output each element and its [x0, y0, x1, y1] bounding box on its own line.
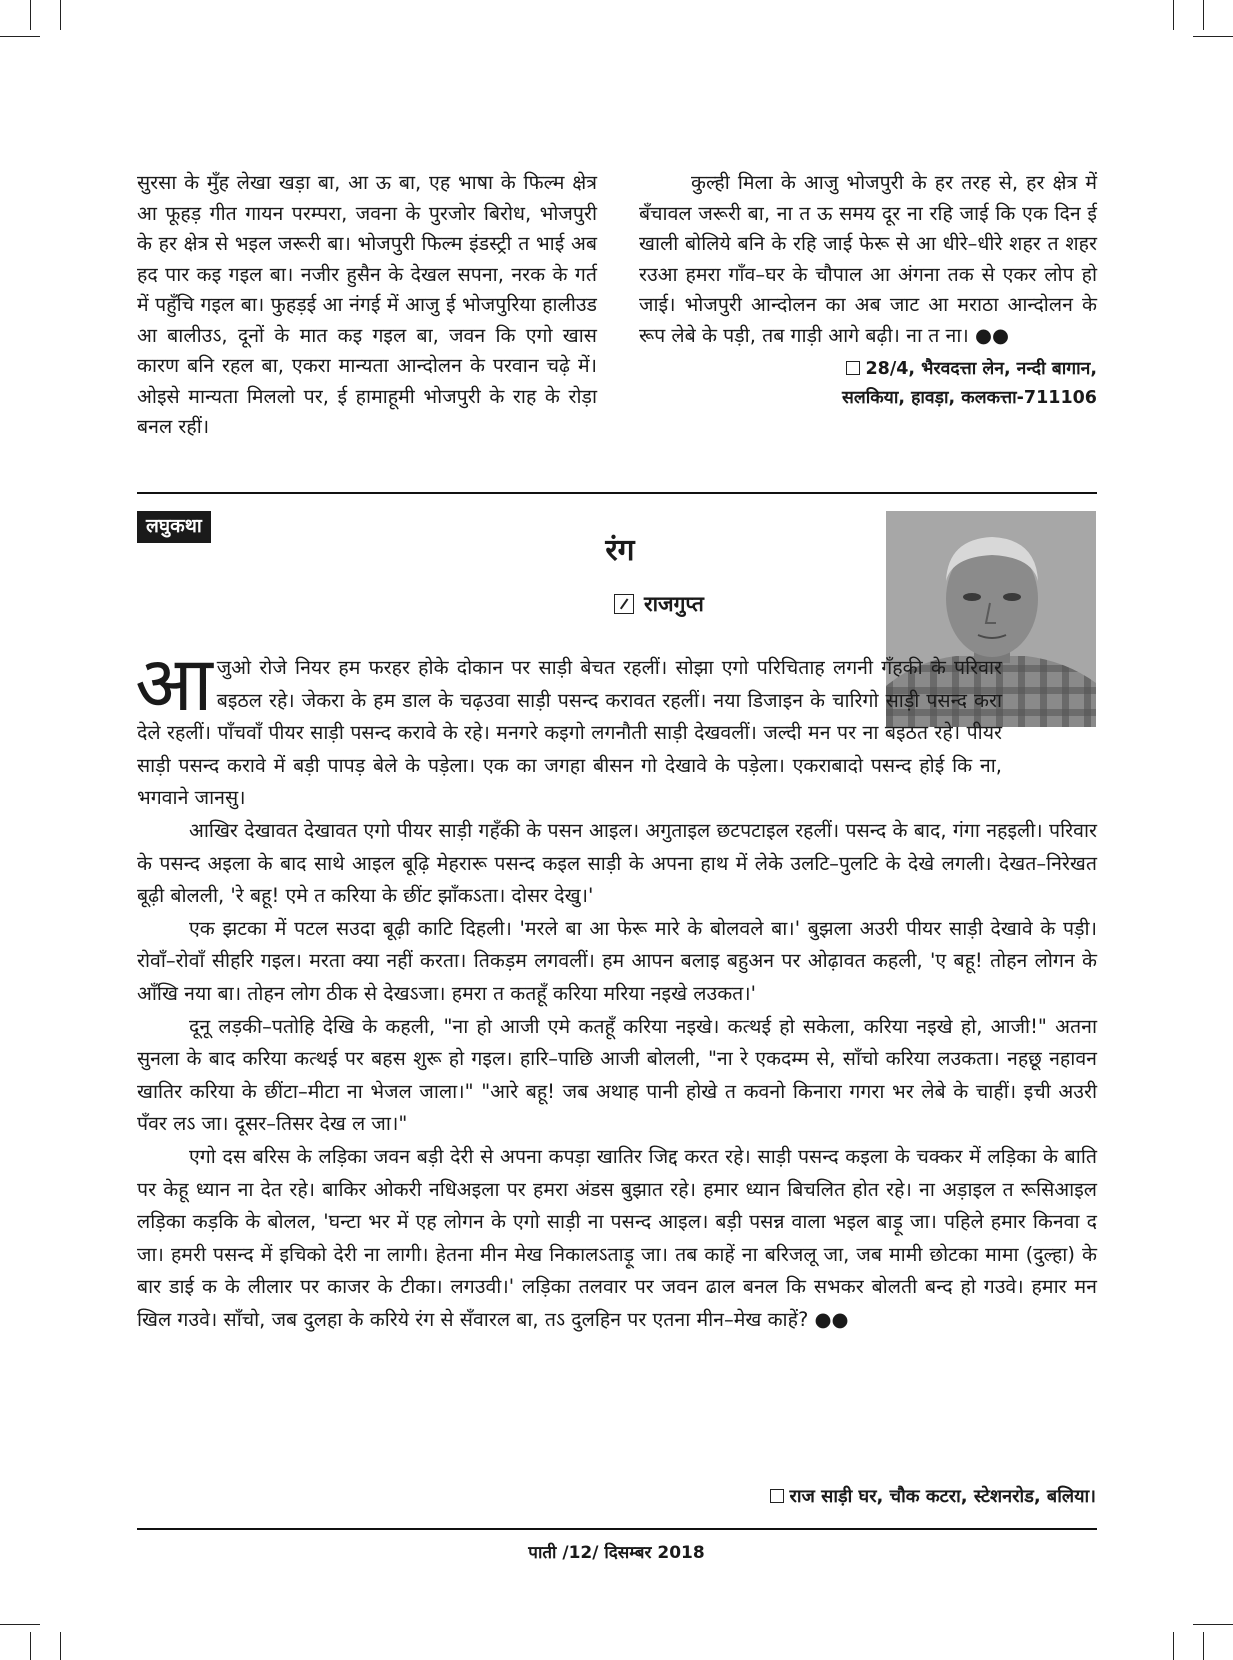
crop-mark [30, 1632, 31, 1660]
drop-cap: आ [135, 639, 213, 728]
crop-mark [1203, 0, 1204, 30]
crop-mark [1193, 36, 1233, 37]
address-text: राज साड़ी घर, चौक कटरा, स्टेशनरोड, बलिया। [789, 1486, 1096, 1507]
previous-article-right-column [639, 168, 1097, 413]
square-bullet-icon [770, 1489, 784, 1503]
photo-wrap-spacer [1002, 652, 1097, 783]
story-title: रंग [605, 533, 635, 568]
story-body [135, 639, 1097, 1336]
paragraph: एक झटका में पटल सउदा बूढ़ी काटि दिहली। 'मरले बा आ फेरू मारे के बोलवले बा।' बुझला अउरी पीयर साड़ी देखावे के पड़ी। रोवाँ–रोवाँ सीहरि गइल। मरता क्या नहीं करता। तिकड़म लगवलीं। हम आपन बलाइ बहुअन पर ओढ़ावत कहली, 'ए बहू! तोहन लोगन के आँखि नया बा। तोहन लोग ठीक से देखऽजा। हमरा त कतहूँ करिया मरिया नइखे लउकत।' [137, 916, 1097, 1005]
square-bullet-icon [846, 361, 860, 375]
author-address [639, 355, 1097, 413]
footer-divider [137, 1528, 1097, 1530]
crop-mark [0, 1624, 40, 1625]
crop-mark [1193, 1624, 1233, 1625]
section-label: लघुकथा [137, 511, 211, 543]
crop-mark [60, 0, 61, 30]
crop-mark [1203, 1632, 1204, 1660]
paragraph: कुल्ही मिला के आजु भोजपुरी के हर तरह से, हर क्षेत्र में बँचावल जरूरी बा, ना त ऊ समय दूर ना रहि जाई कि एक दिन ई खाली बोलिये बनि के रहि जाई फेरू से आ धीरे–धीरे शहर त शहर रउआ हमरा गाँव–घर के चौपाल आ अंगना तक से एकर लोप हो जाई। भोजपुरी आन्दोलन का अब जाट आ मराठा आन्दोलन के रूप लेबे के पड़ी, तब गाड़ी आगे बढ़ी। ना त ना। ●● [639, 171, 1097, 347]
paragraph-text: जुओ रोजे नियर हम फरहर होके दोकान पर साड़ी बेचत रहलीं। सोझा एगो परिचिताह लगनी गँहकी के परिवार बइठल रहे। जेकरा के हम डाल के चढ़उवा साड़ी पसन्द करावत रहलीं। नया डिजाइन के चारिगो साड़ी पसन्द करा देले रहलीं। पाँचवाँ पीयर साड़ी पसन्द करावे के रहे। मनगरे कइगो लगनौती साड़ी देखवलीं। जल्दी मन पर ना बइठत रहे। पीयर साड़ी पसन्द करावे में बड़ी पापड़ बेले के पड़ेला। एक का जगहा बीसन गो देखावे के पड़ेला। एकराबादो पसन्द होई कि ना, भगवाने जानसु। [137, 656, 1002, 810]
author-byline [614, 590, 704, 618]
page-footer: पाती /12/ दिसम्बर 2018 [528, 1543, 705, 1563]
author-address [770, 1484, 1096, 1508]
crop-mark [0, 36, 40, 37]
crop-mark [60, 1632, 61, 1660]
pen-icon [614, 594, 634, 614]
section-divider [137, 492, 1097, 494]
paragraph: एगो दस बरिस के लड़िका जवन बड़ी देरी से अपना कपड़ा खातिर जिद्द करत रहे। साड़ी पसन्द कइला के चक्कर में लड़िका के बाति पर केहू ध्यान ना देत रहे। बाकिर ओकरी नधिअइला पर हमरा अंडस बुझात रहे। हमार ध्यान बिचलित होत रहे। ना अड़ाइल त रूसिआइल लड़िका कड़कि के बोलल, 'घन्टा भर में एह लोगन के एगो साड़ी ना पसन्द आइल। बड़ी पसन्न वाला भइल बाड़ू जा। पहिले हमार किनवा द जा। हमरी पसन्द में इचिको देरी ना लागी। हेतना मीन मेख निकालऽताड़ू जा। तब काहें ना बरिजलू जा, जब मामी छोटका मामा (दुल्हा) के बार डाई क के लीलार पर काजर के टीका। लगउवी।' लड़िका तलवार पर जवन ढाल बनल कि सभकर बोलती बन्द हो गउवे। हमार मन खिल गउवे। साँचो, जब दुलहा के करिये रंग से सँवारल बा, तऽ दुलहिन पर एतना मीन–मेख काहें? ●● [137, 1144, 1097, 1331]
paragraph: दूनू लड़की–पतोहि देखि के कहली, "ना हो आजी एमे कतहूँ करिया नइखे। कत्थई हो सकेला, करिया नइखे हो, आजी!" अतना सुनला के बाद करिया कत्थई पर बहस शुरू हो गइल। हारि–पाछि आजी बोलली, "ना रे एकदम्म से, साँचो करिया लउकता। नहछू नहावन खातिर करिया के छींटा–मीटा ना भेजल जाला।" "आरे बहू! जब अथाह पानी होखे त कवनो किनारा गगरा भर लेबे के चाहीं। इची अउरी पँवर लऽ जा। दूसर–तिसर देख ल जा।" [137, 1014, 1097, 1136]
crop-mark [1173, 0, 1174, 30]
crop-mark [30, 0, 31, 30]
paragraph [135, 639, 1097, 815]
paragraph: सुरसा के मुँह लेखा खड़ा बा, आ ऊ बा, एह भाषा के फिल्म क्षेत्र आ फूहड़ गीत गायन परम्परा, जवना के पुरजोर बिरोध, भोजपुरी के हर क्षेत्र से भइल जरूरी बा। भोजपुरी फिल्म इंडस्ट्री त भाई अब हद पार कइ गइल बा। नजीर हुसैन के देखल सपना, नरक के गर्त में पहुँचि गइल बा। फुहड़ई आ नंगई में आजु ई भोजपुरिया हालीउड आ बालीउऽ, दूनों के मात कइ गइल बा, जवन कि एगो खास कारण बनि रहल बा, एकरा मान्यता आन्दोलन के परवान चढ़े में। ओइसे मान्यता मिललो पर, ई हामाहूमी भोजपुरी के राह के रोड़ा बनल रहीं। [137, 171, 597, 438]
previous-article-left-column [137, 168, 597, 443]
author-name: राजगुप्त [644, 592, 704, 616]
crop-mark [1173, 1632, 1174, 1660]
paragraph: आखिर देखावत देखावत एगो पीयर साड़ी गहँकी के पसन आइल। अगुताइल छटपटाइल रहलीं। पसन्द के बाद, गंगा नहइली। परिवार के पसन्द अइला के बाद साथे आइल बूढ़ि मेहरारू पसन्द कइल साड़ी के अपना हाथ में लेके उलटि–पुलटि के देखे लगली। देखत–निरेखत बूढ़ी बोलली, 'रे बहू! एमे त करिया के छींट झाँकऽता। दोसर देखु।' [137, 818, 1097, 908]
address-line: 28/4, भैरवदत्ता लेन, नन्दी बागान, [865, 359, 1097, 379]
address-line: सलकिया, हावड़ा, कलकत्ता-711106 [842, 388, 1097, 408]
